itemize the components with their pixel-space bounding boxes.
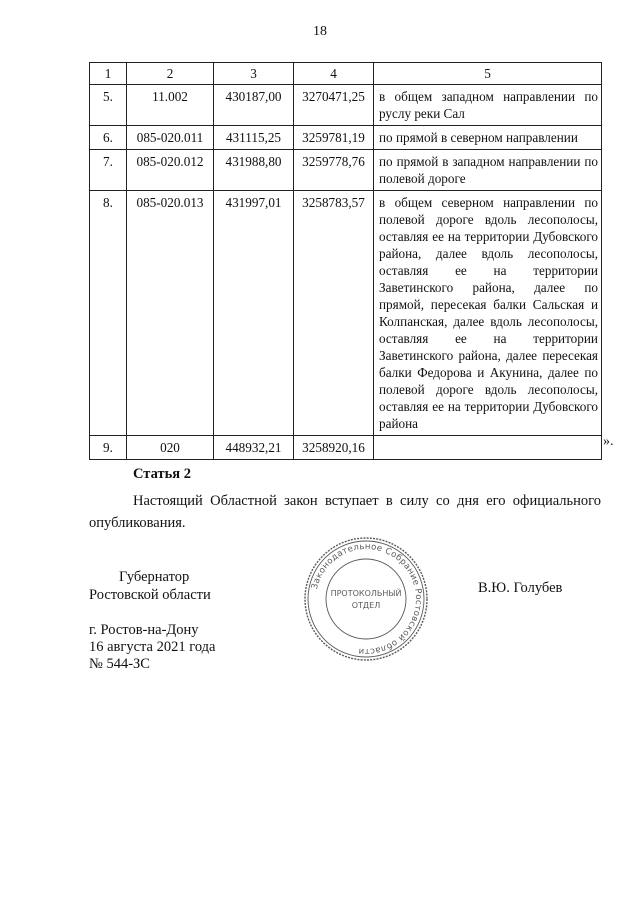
row-number: 8. [90, 191, 127, 436]
coord-x: 431997,01 [214, 191, 294, 436]
coord-y: 3270471,25 [294, 85, 374, 126]
coord-y: 3259778,76 [294, 150, 374, 191]
signing-place: г. Ростов-на-Дону [89, 622, 199, 638]
governor-title-line2: Ростовской области [89, 587, 211, 603]
table-header-cell: 4 [294, 63, 374, 85]
row-number: 6. [90, 126, 127, 150]
coordinates-table [89, 62, 602, 460]
stamp-ring-textpath: Законодательное Собрание Ростовской области [310, 541, 424, 657]
coord-y: 3258920,16 [294, 436, 374, 460]
table-header-row [90, 63, 602, 85]
stamp-center-line1: ПРОТОКОЛЬНЫЙ [330, 589, 402, 598]
closing-quote: ». [603, 434, 614, 449]
governor-title-line1: Губернатор [119, 569, 190, 585]
coord-x: 431988,80 [214, 150, 294, 191]
point-id: 020 [127, 436, 214, 460]
table-header-cell: 2 [127, 63, 214, 85]
route-description: по прямой в западном направлении по полевой дороге [374, 150, 602, 191]
coord-x: 448932,21 [214, 436, 294, 460]
table-row [90, 436, 602, 460]
point-id: 085-020.011 [127, 126, 214, 150]
coord-y: 3258783,57 [294, 191, 374, 436]
article-text: Настоящий Областной закон вступает в силу со дня его официального опубликования. [89, 493, 601, 531]
route-description: в общем северном направлении по полевой дороге вдоль лесополосы, оставляя ее на территории Дубовского района, далее вдоль лесополосы, оставляя ее на территории Заветинского района, далее по прямой, пересекая балки Сальская и Колпанская, далее вдоль лесополосы, оставляя ее на территории Заветинского района, далее пересекая балки Федорова и Акунина, далее по полевой дороге вдоль лесополосы, оставляя ее на территории Дубовского района [374, 191, 602, 436]
governor-title [89, 568, 249, 604]
row-number: 5. [90, 85, 127, 126]
row-number: 7. [90, 150, 127, 191]
official-stamp [302, 535, 430, 663]
stamp-center-line2: ОТДЕЛ [351, 601, 381, 610]
coord-x: 431115,25 [214, 126, 294, 150]
table-row [90, 150, 602, 191]
row-number: 9. [90, 436, 127, 460]
place-date-block [89, 622, 215, 673]
point-id: 11.002 [127, 85, 214, 126]
route-description: по прямой в северном направлении [374, 126, 602, 150]
governor-name: В.Ю. Голубев [478, 580, 563, 596]
coord-y: 3259781,19 [294, 126, 374, 150]
article-title: Статья 2 [133, 466, 191, 482]
signing-date: 16 августа 2021 года [89, 639, 216, 655]
table-row [90, 126, 602, 150]
route-description [374, 436, 602, 460]
page-number: 18 [313, 24, 327, 39]
table-header-cell: 3 [214, 63, 294, 85]
stamp-rings [305, 538, 427, 660]
table-row [90, 191, 602, 436]
coord-x: 430187,00 [214, 85, 294, 126]
table-row [90, 85, 602, 126]
point-id: 085-020.013 [127, 191, 214, 436]
route-description: в общем западном направлении по руслу реки Сал [374, 85, 602, 126]
table-header-cell: 1 [90, 63, 127, 85]
point-id: 085-020.012 [127, 150, 214, 191]
law-number: № 544-ЗС [89, 656, 150, 672]
table-header-cell: 5 [374, 63, 602, 85]
